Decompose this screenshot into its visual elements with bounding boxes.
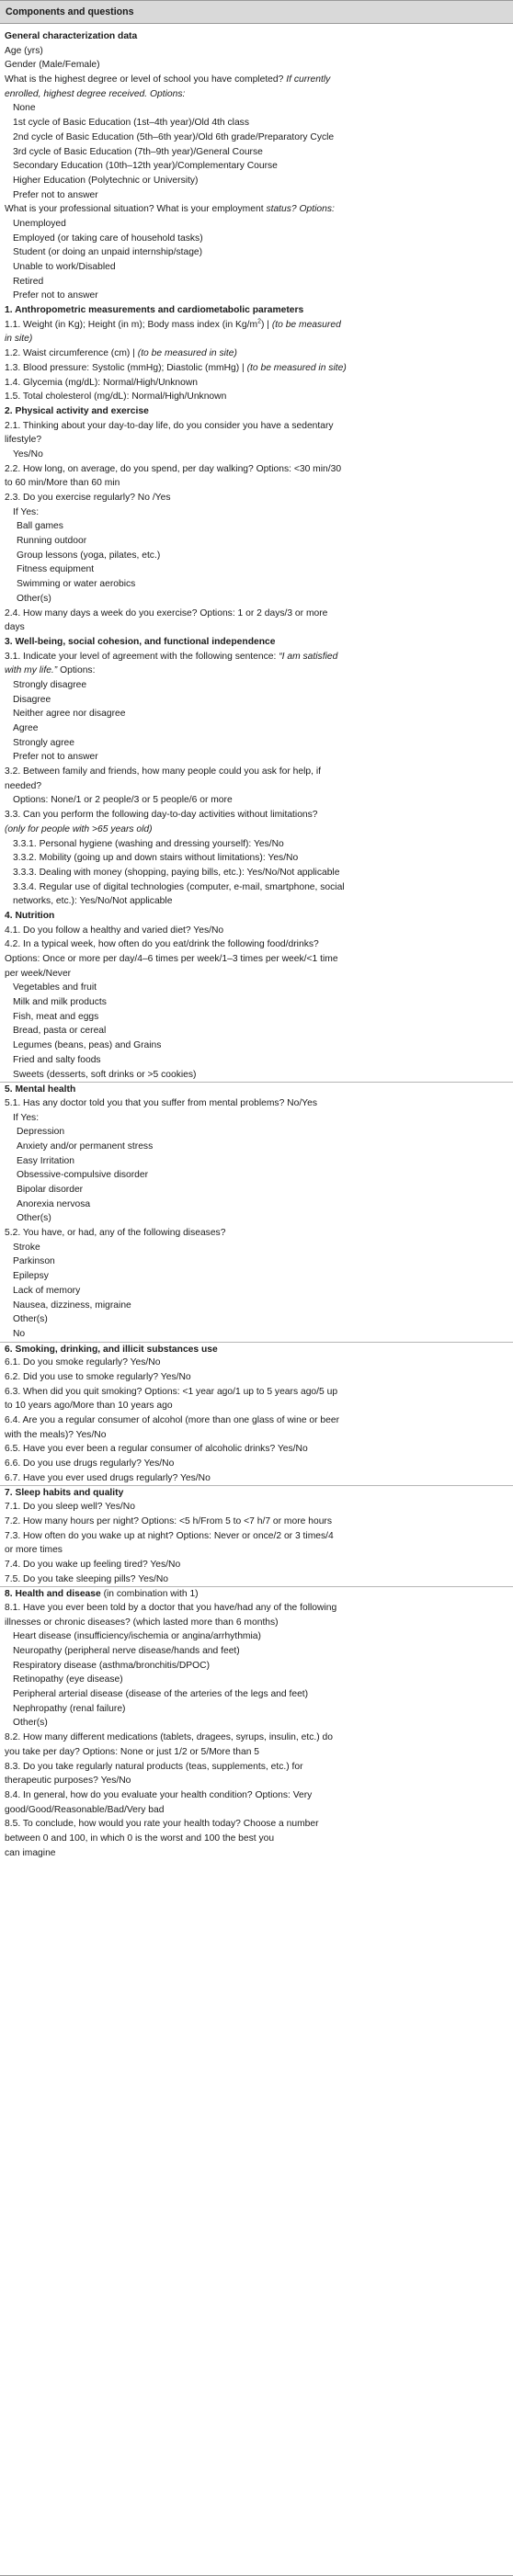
- table-row: [0, 1038, 513, 1053]
- row-text: Fitness equipment: [17, 564, 95, 575]
- row-text: Strongly disagree: [13, 679, 87, 690]
- row-text: 7.5. Do you take sleeping pills? Yes/No: [5, 1573, 169, 1584]
- table-row: [0, 880, 513, 895]
- table-row: [0, 419, 513, 434]
- row-text: Nausea, dizziness, migraine: [13, 1299, 131, 1311]
- row-text: networks, etc.): Yes/No/Not applicable: [13, 896, 173, 907]
- table-row: [0, 260, 513, 275]
- table-row: [0, 1241, 513, 1255]
- italic-text: (to be measured in site): [137, 348, 237, 359]
- row-text: 8. Health and disease: [5, 1589, 101, 1600]
- table-row: [0, 1284, 513, 1299]
- row-text: Stroke: [13, 1242, 40, 1253]
- table-row: [0, 145, 513, 160]
- row-text: Vegetables and fruit: [13, 982, 97, 993]
- row-text: Epilepsy: [13, 1271, 49, 1282]
- table-row: [0, 289, 513, 303]
- row-text: 7.1. Do you sleep well? Yes/No: [5, 1502, 135, 1513]
- italic-text: status? Options:: [266, 204, 335, 215]
- row-text: Secondary Education (10th–12th year)/Complementary Course: [13, 161, 278, 172]
- table-row: [0, 1644, 513, 1659]
- table-row: [0, 924, 513, 938]
- italic-text: (to be measured in site): [246, 362, 347, 373]
- table-row: [0, 765, 513, 779]
- row-text: 3.2. Between family and friends, how many people could you ask for help, if: [5, 766, 321, 777]
- table-row: [0, 462, 513, 477]
- row-text: None: [13, 103, 36, 114]
- table-row: [0, 519, 513, 534]
- table-row: [0, 981, 513, 995]
- row-text: Gender (Male/Female): [5, 60, 100, 71]
- table-row: [0, 232, 513, 246]
- table-row: [0, 707, 513, 721]
- italic-text: enrolled, highest degree received. Options:: [5, 88, 186, 99]
- table-row: [0, 1053, 513, 1068]
- table-row: [0, 1327, 513, 1342]
- table-row: [0, 448, 513, 462]
- table-row: [0, 1442, 513, 1457]
- row-text: 6.6. Do you use drugs regularly? Yes/No: [5, 1458, 175, 1470]
- row-text: Strongly agree: [13, 737, 74, 748]
- row-text: Sweets (desserts, soft drinks or >5 cookies): [13, 1069, 197, 1080]
- row-text: you take per day? Options: None or just 1/2 or 5/More than 5: [5, 1746, 260, 1757]
- table-row: [0, 549, 513, 563]
- table-row: [0, 1817, 513, 1832]
- row-text: Prefer not to answer: [13, 290, 98, 301]
- row-text: Higher Education (Polytechnic or University): [13, 175, 199, 186]
- row-text: Parkinson: [13, 1256, 55, 1267]
- row-text: 5.1. Has any doctor told you that you suffer from mental problems? No/Yes: [5, 1097, 317, 1108]
- row-text: 3.3.2. Mobility (going up and down stairs without limitations): Yes/No: [13, 853, 299, 864]
- row-text: 8.1. Have you ever been told by a doctor that you have/had any of the following: [5, 1602, 337, 1613]
- table-row: [0, 1068, 513, 1083]
- row-text: Fried and salty foods: [13, 1054, 101, 1065]
- row-text: 2nd cycle of Basic Education (5th–6th year)/Old 6th grade/Preparatory Cycle: [13, 131, 335, 142]
- table-row: [0, 1601, 513, 1616]
- row-text: Unable to work/Disabled: [13, 262, 116, 272]
- table-row: [0, 1543, 513, 1558]
- row-text: can imagine: [5, 1847, 56, 1858]
- row-text: Ball games: [17, 521, 63, 532]
- row-text: 7.3. How often do you wake up at night? Options: Never or once/2 or 3 times/4: [5, 1530, 334, 1541]
- row-text: between 0 and 100, in which 0 is the worst and 100 the best you: [5, 1833, 275, 1844]
- row-text: Swimming or water aerobics: [17, 579, 136, 590]
- row-text: If Yes:: [13, 506, 40, 517]
- table-row: [0, 1010, 513, 1025]
- row-text: 7. Sleep habits and quality: [5, 1488, 124, 1499]
- table-row: [0, 1197, 513, 1212]
- table-row: [0, 275, 513, 289]
- row-text: Other(s): [17, 593, 51, 604]
- table-row: [0, 433, 513, 448]
- table-row: [0, 1226, 513, 1241]
- table-row: [0, 1096, 513, 1111]
- table-row: [0, 44, 513, 59]
- table-row: [0, 1629, 513, 1644]
- table-row: [0, 721, 513, 736]
- table-row: [0, 1140, 513, 1154]
- table-row: [0, 1471, 513, 1486]
- section-heading: [0, 303, 513, 318]
- row-text: 2.4. How many days a week do you exercise? Options: 1 or 2 days/3 or more: [5, 607, 328, 618]
- table-row: [0, 823, 513, 837]
- table-row: [0, 1616, 513, 1630]
- table-row: [0, 995, 513, 1010]
- row-text: General characterization data: [5, 31, 138, 41]
- table-row: [0, 1024, 513, 1038]
- table-row: [0, 1500, 513, 1515]
- row-text: Neuropathy (peripheral nerve disease/hands and feet): [13, 1646, 240, 1656]
- table-row: [0, 1370, 513, 1385]
- table-row: [0, 1183, 513, 1197]
- section-heading: [0, 1082, 513, 1096]
- section-heading: [0, 1485, 513, 1500]
- row-text: What is the highest degree or level of school you have completed?: [5, 74, 287, 85]
- table-row: [0, 174, 513, 188]
- table-row: [0, 1572, 513, 1587]
- table-row: [0, 1413, 513, 1428]
- table-row: [0, 1558, 513, 1572]
- row-text: 2.2. How long, on average, do you spend, per day walking? Options: <30 min/30: [5, 463, 342, 474]
- table-row: [0, 58, 513, 73]
- table-row: [0, 202, 513, 217]
- table-row: [0, 116, 513, 131]
- table-row: [0, 1846, 513, 1861]
- row-text: Anxiety and/or permanent stress: [17, 1140, 154, 1152]
- row-text: 4.1. Do you follow a healthy and varied diet? Yes/No: [5, 925, 224, 936]
- row-text: to 10 years ago/More than 10 years ago: [5, 1401, 173, 1412]
- table-row: [0, 491, 513, 505]
- row-text: Retired: [13, 276, 44, 287]
- table-row: [0, 779, 513, 794]
- row-text: 3.3.4. Regular use of digital technologies (computer, e-mail, smartphone, social: [13, 881, 345, 892]
- row-text: 3. Well-being, social cohesion, and functional independence: [5, 636, 276, 647]
- table-row: [0, 678, 513, 693]
- table-row: [0, 1731, 513, 1745]
- table-row: [0, 894, 513, 909]
- row-text: therapeutic purposes? Yes/No: [5, 1776, 131, 1787]
- row-text: illnesses or chronic diseases? (which lasted more than 6 months): [5, 1617, 279, 1628]
- table-row: [0, 793, 513, 808]
- table-row: [0, 664, 513, 678]
- italic-text: with my life.”: [5, 665, 58, 676]
- table-row: [0, 1659, 513, 1674]
- table-row: [0, 73, 513, 87]
- table-row: [0, 1774, 513, 1788]
- row-text: Retinopathy (eye disease): [13, 1674, 123, 1685]
- section-heading: [0, 404, 513, 419]
- row-text: Anorexia nervosa: [17, 1198, 91, 1209]
- table-row: [0, 1716, 513, 1731]
- table-row: [0, 1299, 513, 1313]
- table-row: [0, 188, 513, 203]
- row-text: 1.3. Blood pressure: Systolic (mmHg); Diastolic (mmHg) |: [5, 362, 247, 373]
- table-row: [0, 967, 513, 982]
- table-row: [0, 1125, 513, 1140]
- row-text: Running outdoor: [17, 536, 87, 547]
- row-text: 5. Mental health: [5, 1084, 76, 1095]
- table-row: [0, 332, 513, 346]
- table-row: [0, 534, 513, 549]
- table-row: [0, 1111, 513, 1126]
- row-text: Prefer not to answer: [13, 752, 98, 763]
- table-row: [0, 562, 513, 577]
- row-text: 2.3. Do you exercise regularly? No /Yes: [5, 493, 171, 503]
- row-text: 8.3. Do you take regularly natural products (teas, supplements, etc.) for: [5, 1761, 303, 1772]
- italic-text: in site): [5, 334, 33, 345]
- italic-text: (only for people with >65 years old): [5, 823, 153, 834]
- section-heading: [0, 1586, 513, 1601]
- table-row: [0, 376, 513, 391]
- row-text: Options: Once or more per day/4–6 times per week/1–3 times per week/<1 time: [5, 954, 338, 964]
- table-row: [0, 866, 513, 880]
- row-text: Group lessons (yoga, pilates, etc.): [17, 550, 161, 561]
- row-text: Neither agree nor disagree: [13, 709, 126, 720]
- row-text: 7.4. Do you wake up feeling tired? Yes/No: [5, 1559, 181, 1570]
- row-text: Options: None/1 or 2 people/3 or 5 people/6 or more: [13, 795, 233, 806]
- table-row: [0, 808, 513, 823]
- row-text: No: [13, 1328, 26, 1339]
- table-row: [0, 1154, 513, 1169]
- row-text: Other(s): [17, 1213, 51, 1224]
- table-row: [0, 577, 513, 592]
- row-text: needed?: [5, 780, 42, 791]
- section-heading: [0, 635, 513, 650]
- table-row: [0, 736, 513, 751]
- table-row: [0, 476, 513, 491]
- row-text: Other(s): [13, 1718, 48, 1729]
- row-text: Options:: [57, 665, 96, 676]
- row-text: 4.2. In a typical week, how often do you eat/drink the following food/drinks?: [5, 939, 319, 950]
- table-row: [0, 1745, 513, 1760]
- row-text: Lack of memory: [13, 1285, 81, 1296]
- table-row: [0, 131, 513, 145]
- header-title: Components and questions: [6, 6, 134, 17]
- table-row: [0, 650, 513, 664]
- table-row: [0, 361, 513, 376]
- row-text: 5.2. You have, or had, any of the following diseases?: [5, 1228, 226, 1239]
- table-row: [0, 851, 513, 866]
- row-text: Obsessive-compulsive disorder: [17, 1170, 149, 1181]
- row-text: 3.3. Can you perform the following day-to-day activities without limitations?: [5, 810, 318, 821]
- row-text: Easy Irritation: [17, 1155, 74, 1166]
- row-text: or more times: [5, 1545, 63, 1556]
- row-text: Age (yrs): [5, 45, 43, 56]
- table-row: [0, 87, 513, 102]
- row-text: 1.2. Waist circumference (cm) |: [5, 348, 138, 359]
- table-row: [0, 101, 513, 116]
- superscript: 2: [257, 318, 261, 325]
- row-text: Bipolar disorder: [17, 1185, 84, 1195]
- italic-text: (to be measured: [271, 319, 341, 330]
- section-heading: [0, 29, 513, 44]
- table-row: [0, 750, 513, 765]
- row-text: 6. Smoking, drinking, and illicit substances use: [5, 1344, 218, 1355]
- table-row: [0, 1788, 513, 1803]
- row-text: 2. Physical activity and exercise: [5, 405, 149, 416]
- row-text: 4. Nutrition: [5, 910, 55, 921]
- row-text: Fish, meat and eggs: [13, 1011, 99, 1022]
- table-row: [0, 592, 513, 607]
- row-text: lifestyle?: [5, 435, 42, 446]
- row-text: Agree: [13, 723, 39, 733]
- row-text: 1. Anthropometric measurements and cardiometabolic parameters: [5, 305, 304, 316]
- table-row: [0, 1687, 513, 1702]
- table-row: [0, 159, 513, 174]
- table-row: [0, 1385, 513, 1400]
- table-row: [0, 1254, 513, 1269]
- table-row: [0, 952, 513, 967]
- row-text: ) |: [260, 319, 272, 330]
- row-text: 1.5. Total cholesterol (mg/dL): Normal/High/Unknown: [5, 392, 227, 403]
- row-text: Peripheral arterial disease (disease of the arteries of the legs and feet): [13, 1689, 309, 1700]
- row-text: 3.1. Indicate your level of agreement with the following sentence:: [5, 651, 279, 662]
- row-text: 1.1. Weight (in Kg); Height (in m); Body mass index (in Kg/m: [5, 319, 258, 330]
- row-text: Respiratory disease (asthma/bronchitis/DPOC): [13, 1660, 211, 1671]
- row-text: 3.3.3. Dealing with money (shopping, paying bills, etc.): Yes/No/Not applicable: [13, 867, 340, 878]
- table-row: [0, 1702, 513, 1717]
- row-text: 3.3.1. Personal hygiene (washing and dressing yourself): Yes/No: [13, 838, 284, 849]
- table-row: [0, 318, 513, 333]
- table-row: [0, 837, 513, 852]
- row-text: Employed (or taking care of household tasks): [13, 233, 203, 244]
- section-heading: [0, 909, 513, 924]
- row-text: to 60 min/More than 60 min: [5, 478, 120, 489]
- row-text: days: [5, 622, 25, 633]
- row-text: 8.2. How many different medications (tablets, dragees, syrups, insulin, etc.) do: [5, 1732, 333, 1743]
- row-text: (in combination with 1): [100, 1589, 199, 1600]
- row-text: What is your professional situation? What is your employment: [5, 204, 267, 215]
- row-text: Legumes (beans, peas) and Grains: [13, 1040, 162, 1051]
- table-row: [0, 1529, 513, 1544]
- table-row: [0, 217, 513, 232]
- table-row: [0, 607, 513, 621]
- row-text: with the meals)? Yes/No: [5, 1429, 107, 1440]
- table-row: [0, 1312, 513, 1327]
- table-row: [0, 346, 513, 361]
- table-row: [0, 1515, 513, 1529]
- table-row: [0, 1673, 513, 1687]
- row-text: 6.3. When did you quit smoking? Options: <1 year ago/1 up to 5 years ago/5 up: [5, 1386, 338, 1397]
- table-row: [0, 1211, 513, 1226]
- table-row: [0, 1399, 513, 1413]
- table-row: [0, 1269, 513, 1284]
- row-text: 6.4. Are you a regular consumer of alcohol (more than one glass of wine or beer: [5, 1415, 340, 1425]
- italic-text: “I am satisfied: [279, 651, 338, 662]
- row-text: Milk and milk products: [13, 997, 107, 1008]
- row-text: Depression: [17, 1127, 65, 1138]
- table-row: [0, 620, 513, 635]
- row-text: Bread, pasta or cereal: [13, 1026, 107, 1037]
- row-text: Nephropathy (renal failure): [13, 1703, 126, 1714]
- row-text: Other(s): [13, 1314, 48, 1325]
- table-row: [0, 1457, 513, 1471]
- italic-text: If currently: [286, 74, 331, 85]
- row-text: Heart disease (insufficiency/ischemia or angina/arrhythmia): [13, 1631, 261, 1642]
- table-body: [0, 29, 513, 1860]
- row-text: 6.1. Do you smoke regularly? Yes/No: [5, 1357, 161, 1368]
- row-text: good/Good/Reasonable/Bad/Very bad: [5, 1804, 165, 1815]
- row-text: 1st cycle of Basic Education (1st–4th year)/Old 4th class: [13, 118, 249, 129]
- table-row: [0, 1356, 513, 1370]
- table-row: [0, 245, 513, 260]
- table-row: [0, 937, 513, 952]
- row-text: 8.5. To conclude, how would you rate your health today? Choose a number: [5, 1819, 319, 1830]
- row-text: 6.2. Did you use to smoke regularly? Yes/No: [5, 1371, 191, 1382]
- table-row: [0, 505, 513, 520]
- row-text: 6.5. Have you ever been a regular consumer of alcoholic drinks? Yes/No: [5, 1444, 308, 1455]
- row-text: 2.1. Thinking about your day-to-day life, do you consider you have a sedentary: [5, 420, 334, 431]
- table-row: [0, 1760, 513, 1775]
- row-text: Unemployed: [13, 218, 66, 229]
- row-text: per week/Never: [5, 968, 72, 979]
- table-row: [0, 1803, 513, 1818]
- row-text: Yes/No: [13, 448, 43, 460]
- table-row: [0, 1428, 513, 1443]
- section-heading: [0, 1342, 513, 1356]
- table-row: [0, 390, 513, 404]
- table-header: [0, 0, 513, 24]
- row-text: 1.4. Glycemia (mg/dL): Normal/High/Unknown: [5, 377, 199, 388]
- row-text: 8.4. In general, how do you evaluate your health condition? Options: Very: [5, 1789, 313, 1800]
- row-text: If Yes:: [13, 1112, 40, 1123]
- row-text: Student (or doing an unpaid internship/stage): [13, 247, 203, 258]
- row-text: Prefer not to answer: [13, 189, 98, 200]
- row-text: 6.7. Have you ever used drugs regularly? Yes/No: [5, 1472, 211, 1483]
- row-text: 7.2. How many hours per night? Options: <5 h/From 5 to <7 h/7 or more hours: [5, 1515, 332, 1526]
- table-row: [0, 1168, 513, 1183]
- table-row: [0, 1832, 513, 1846]
- table-row: [0, 693, 513, 708]
- row-text: 3rd cycle of Basic Education (7th–9th year)/General Course: [13, 146, 263, 157]
- row-text: Disagree: [13, 694, 51, 705]
